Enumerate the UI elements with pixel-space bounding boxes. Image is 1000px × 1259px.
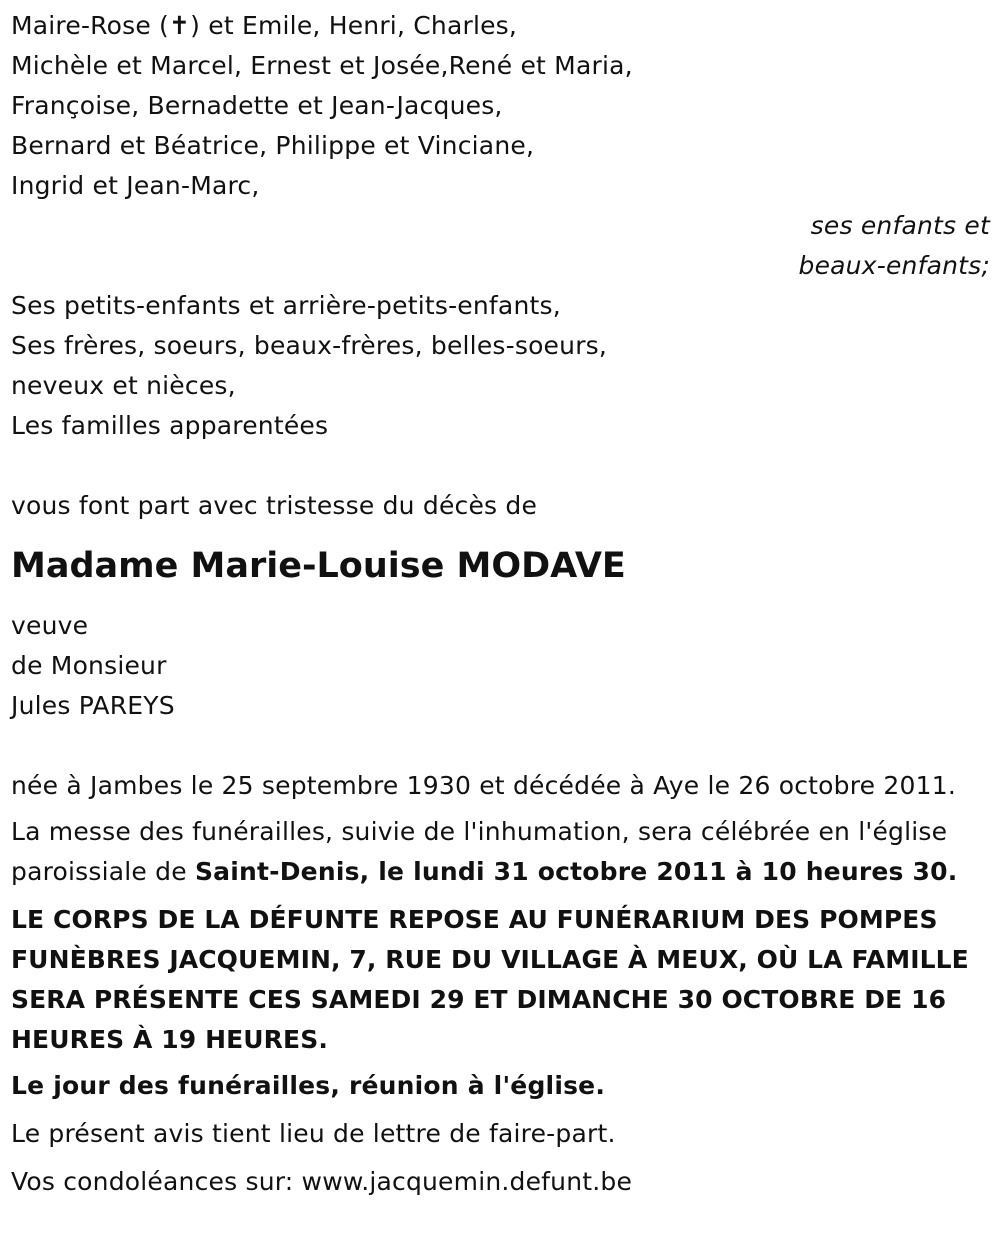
deceased-name: Madame Marie-Louise MODAVE [11, 546, 626, 586]
condolences-text: Vos condoléances sur: www.jacquemin.defunt.be [11, 1167, 633, 1196]
family-line: Françoise, Bernadette et Jean-Jacques, [11, 91, 503, 120]
funeral-text: La messe des funérailles, suivie de l'inhumation, sera célébrée en l'église paroissiale de [11, 817, 948, 886]
relatives-line: neveux et nièces, [11, 371, 236, 400]
widow-line: de Monsieur [11, 651, 167, 680]
relatives-line: Ses petits-enfants et arrière-petits-enfants, [11, 291, 561, 320]
relatives-line: Ses frères, soeurs, beaux-frères, belles-soeurs, [11, 331, 608, 360]
family-role-line: beaux-enfants; [798, 251, 990, 280]
family-line: Bernard et Béatrice, Philippe et Vinciane, [11, 131, 535, 160]
widow-line: veuve [11, 611, 89, 640]
widow-line: Jules PAREYS [11, 691, 175, 720]
family-role-line: ses enfants et [810, 211, 990, 240]
meeting-text: Le jour des funérailles, réunion à l'église. [11, 1071, 606, 1100]
announcement-text: vous font part avec tristesse du décès de [11, 491, 538, 520]
family-line: Maire-Rose (✝) et Emile, Henri, Charles, [11, 11, 518, 40]
family-line: Ingrid et Jean-Marc, [11, 171, 260, 200]
funeral-date-emphasis: Saint-Denis, le lundi 31 octobre 2011 à 10 heures 30. [194, 857, 958, 886]
birth-death-text: née à Jambes le 25 septembre 1930 et décédée à Aye le 26 octobre 2011. [11, 771, 956, 800]
funeral-paragraph [11, 812, 991, 892]
widow-block [11, 606, 991, 726]
obituary-document [11, 6, 991, 1202]
relatives-line: Les familles apparentées [11, 411, 329, 440]
notice-text: Le présent avis tient lieu de lettre de faire-part. [11, 1119, 616, 1148]
viewing-paragraph: LE CORPS DE LA DÉFUNTE REPOSE AU FUNÉRARIUM DES POMPES FUNÈBRES JACQUEMIN, 7, RUE DU VILLAGE À MEUX, OÙ LA FAMILLE SERA PRÉSENTE CES SAMEDI 29 ET DIMANCHE 30 OCTOBRE DE 16 HEURES À 19 HEURES. [11, 905, 969, 1054]
family-line: Michèle et Marcel, Ernest et Josée,René et Maria, [11, 51, 633, 80]
family-list [11, 6, 991, 286]
relatives-list [11, 286, 991, 446]
